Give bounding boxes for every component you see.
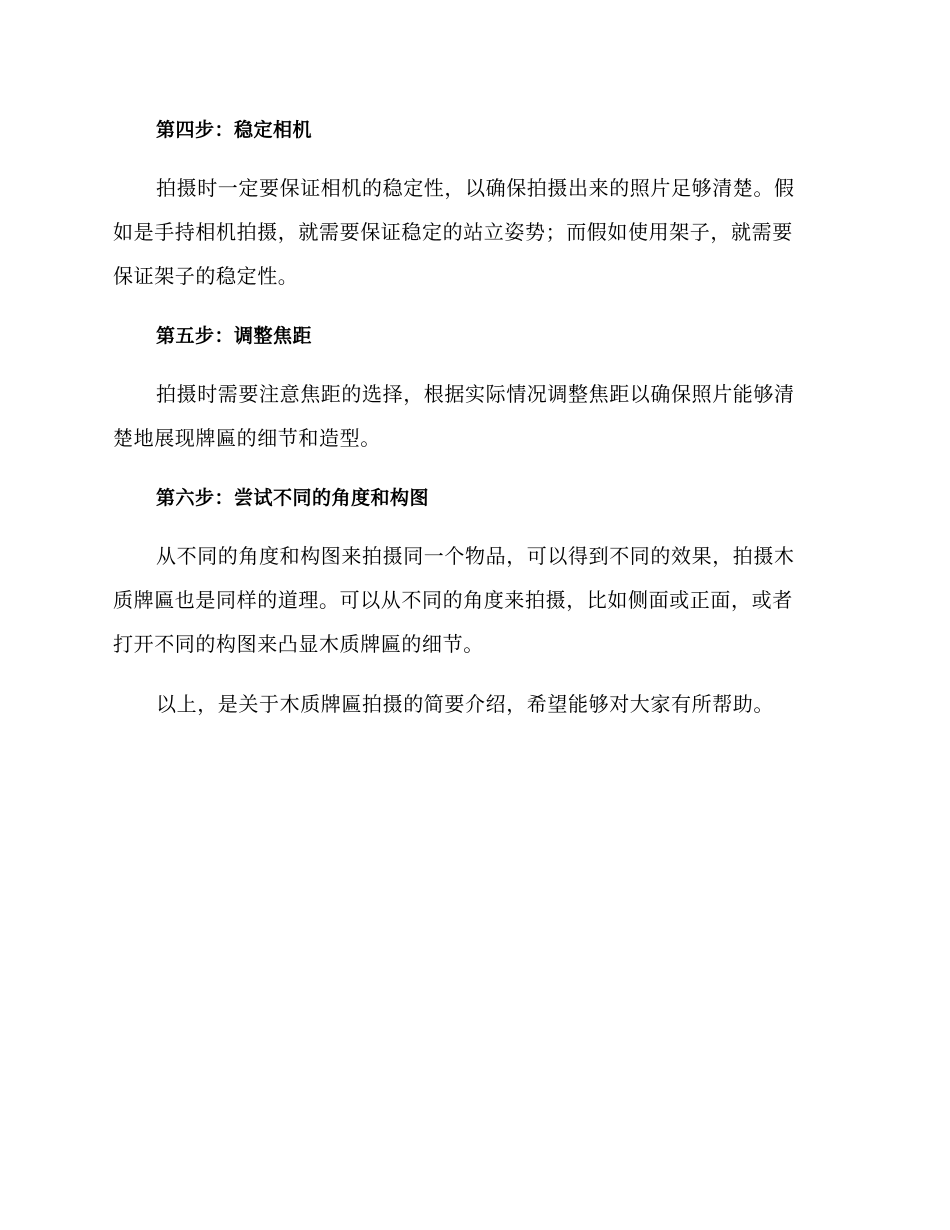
- section-heading-step5: 第五步：调整焦距: [156, 325, 313, 347]
- paragraph-line: 楚地展现牌匾的细节和造型。: [113, 426, 381, 450]
- conclusion-line: 以上，是关于木质牌匾拍摄的简要介绍，希望能够对大家有所帮助。: [156, 692, 774, 716]
- paragraph-line: 拍摄时需要注意焦距的选择，根据实际情况调整焦距以确保照片能够清: [156, 382, 795, 406]
- paragraph-line: 打开不同的构图来凸显木质牌匾的细节。: [113, 632, 484, 656]
- document-page: [113, 108, 830, 726]
- paragraph-line: 如是手持相机拍摄，就需要保证稳定的站立姿势；而假如使用架子，就需要: [113, 220, 793, 244]
- paragraph-line: 质牌匾也是同样的道理。可以从不同的角度来拍摄，比如侧面或正面，或者: [113, 588, 793, 612]
- conclusion-paragraph: [113, 682, 830, 726]
- paragraph-line: 保证架子的稳定性。: [113, 264, 299, 288]
- paragraph-step4: [113, 166, 830, 298]
- paragraph-line: 从不同的角度和构图来拍摄同一个物品，可以得到不同的效果，拍摄木: [156, 544, 795, 568]
- paragraph-step5: [113, 372, 830, 460]
- paragraph-line: 拍摄时一定要保证相机的稳定性，以确保拍摄出来的照片足够清楚。假: [156, 176, 795, 200]
- section-heading-step4: 第四步：稳定相机: [156, 119, 313, 141]
- section-heading-step6: 第六步：尝试不同的角度和构图: [156, 487, 430, 509]
- paragraph-step6: [113, 534, 830, 666]
